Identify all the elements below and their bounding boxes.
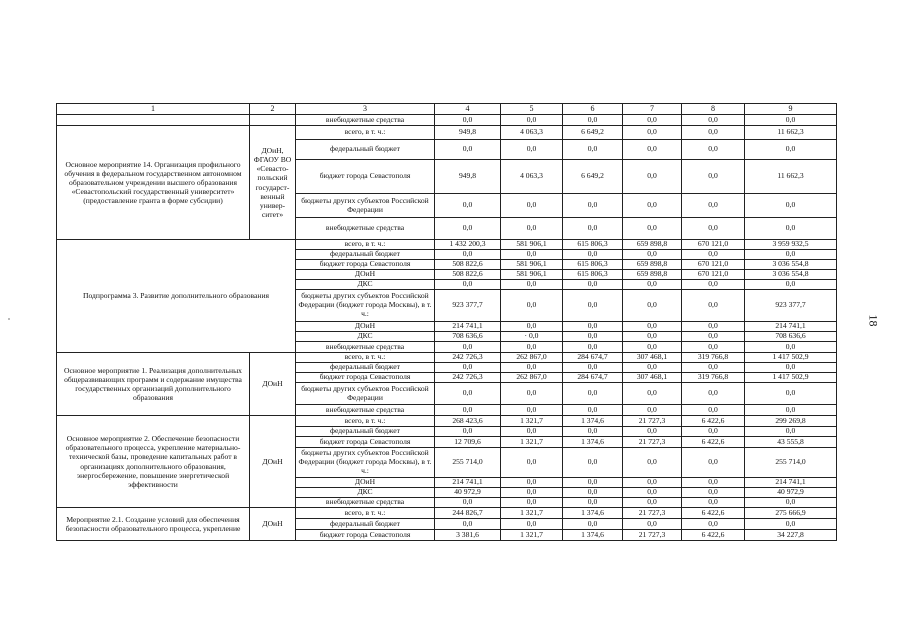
value-cell: 1 321,7 <box>501 437 563 448</box>
column-header: 8 <box>682 104 745 115</box>
value-cell: 0,0 <box>563 218 623 240</box>
value-cell: 0,0 <box>563 383 623 405</box>
value-cell: 0,0 <box>501 498 563 508</box>
source-cell: федеральный бюджет <box>296 427 435 437</box>
value-cell: 0,0 <box>563 498 623 508</box>
value-cell: 0,0 <box>501 280 563 290</box>
value-cell: 1 374,6 <box>563 530 623 541</box>
value-cell: 40 972,9 <box>745 488 837 498</box>
column-header: 2 <box>250 104 296 115</box>
document-page <box>56 103 836 541</box>
value-cell: 11 662,3 <box>745 126 837 140</box>
value-cell: 0,0 <box>623 194 682 218</box>
table-row <box>57 126 837 140</box>
value-cell: 0,0 <box>563 342 623 353</box>
source-cell: ДКС <box>296 280 435 290</box>
source-cell: бюджет города Севастополя <box>296 437 435 448</box>
source-cell: всего, в т. ч.: <box>296 353 435 363</box>
value-cell: 242 726,3 <box>435 373 501 383</box>
value-cell: 0,0 <box>563 478 623 488</box>
value-cell: 0,0 <box>682 126 745 140</box>
value-cell: 581 906,1 <box>501 270 563 280</box>
source-cell: федеральный бюджет <box>296 250 435 260</box>
value-cell: 1 321,7 <box>501 416 563 427</box>
source-cell: внебюджетные средства <box>296 405 435 416</box>
value-cell: 0,0 <box>682 448 745 478</box>
value-cell: 244 826,7 <box>435 508 501 519</box>
value-cell: 43 555,8 <box>745 437 837 448</box>
value-cell: 262 867,0 <box>501 373 563 383</box>
value-cell: 21 727,3 <box>623 416 682 427</box>
value-cell: 3 036 554,8 <box>745 260 837 270</box>
value-cell: 299 269,8 <box>745 416 837 427</box>
value-cell: 0,0 <box>623 290 682 322</box>
table-row <box>57 240 837 250</box>
value-cell: 0,0 <box>682 427 745 437</box>
source-cell: ДОиН <box>296 270 435 280</box>
value-cell: 615 806,3 <box>563 260 623 270</box>
value-cell: 0,0 <box>682 194 745 218</box>
value-cell: 0,0 <box>623 342 682 353</box>
value-cell: 0,0 <box>623 478 682 488</box>
source-cell: всего, в т. ч.: <box>296 508 435 519</box>
executor-cell: ДОиН <box>250 353 296 416</box>
source-cell: бюджет города Севастополя <box>296 373 435 383</box>
value-cell: 0,0 <box>682 405 745 416</box>
value-cell: 0,0 <box>745 519 837 530</box>
value-cell: 0,0 <box>501 322 563 332</box>
value-cell: 319 766,8 <box>682 353 745 363</box>
value-cell: 214 741,1 <box>745 478 837 488</box>
value-cell: 508 822,6 <box>435 260 501 270</box>
value-cell: 307 468,1 <box>623 353 682 363</box>
empty-cell <box>250 115 296 126</box>
value-cell: 255 714,0 <box>435 448 501 478</box>
value-cell: 6 422,6 <box>682 437 745 448</box>
value-cell: 0,0 <box>563 194 623 218</box>
value-cell: 6 649,2 <box>563 160 623 194</box>
value-cell: 242 726,3 <box>435 353 501 363</box>
value-cell: 0,0 <box>623 448 682 478</box>
value-cell: 275 666,9 <box>745 508 837 519</box>
value-cell: 0,0 <box>501 250 563 260</box>
value-cell: 0,0 <box>745 250 837 260</box>
value-cell: 0,0 <box>623 488 682 498</box>
value-cell: 0,0 <box>501 140 563 160</box>
value-cell: 0,0 <box>682 383 745 405</box>
value-cell: 214 741,1 <box>435 322 501 332</box>
value-cell: 11 662,3 <box>745 160 837 194</box>
value-cell: 3 381,6 <box>435 530 501 541</box>
value-cell: 581 906,1 <box>501 240 563 250</box>
activity-name: Мероприятие 2.1. Создание условий для обеспечения безопасности образовательного процесса, укрепление <box>57 508 250 541</box>
value-cell: 21 727,3 <box>623 437 682 448</box>
source-cell: всего, в т. ч.: <box>296 240 435 250</box>
value-cell: 0,0 <box>682 478 745 488</box>
value-cell: 0,0 <box>745 194 837 218</box>
executor-cell: ДОиН <box>250 416 296 508</box>
value-cell: 670 121,0 <box>682 270 745 280</box>
value-cell: 0,0 <box>435 194 501 218</box>
value-cell: 1 374,6 <box>563 437 623 448</box>
value-cell: 0,0 <box>501 218 563 240</box>
source-cell: федеральный бюджет <box>296 519 435 530</box>
value-cell: 0,0 <box>682 160 745 194</box>
header-row <box>57 104 837 115</box>
value-cell: 0,0 <box>745 498 837 508</box>
value-cell: 0,0 <box>623 140 682 160</box>
value-cell: 0,0 <box>501 115 563 126</box>
value-cell: 0,0 <box>435 363 501 373</box>
value-cell: 949,8 <box>435 160 501 194</box>
source-cell: федеральный бюджет <box>296 363 435 373</box>
column-header: 4 <box>435 104 501 115</box>
value-cell: 0,0 <box>745 280 837 290</box>
value-cell: 0,0 <box>563 405 623 416</box>
value-cell: 659 898,8 <box>623 270 682 280</box>
value-cell: 0,0 <box>501 405 563 416</box>
value-cell: 0,0 <box>435 427 501 437</box>
value-cell: 1 432 200,3 <box>435 240 501 250</box>
table-row <box>57 353 837 363</box>
source-cell: бюджет города Севастополя <box>296 160 435 194</box>
value-cell: 0,0 <box>623 427 682 437</box>
column-header: 9 <box>745 104 837 115</box>
value-cell: 0,0 <box>435 498 501 508</box>
value-cell: 615 806,3 <box>563 270 623 280</box>
value-cell: 0,0 <box>623 332 682 342</box>
value-cell: 0,0 <box>435 519 501 530</box>
value-cell: 0,0 <box>435 342 501 353</box>
source-cell: бюджеты других субъектов Российской Федерации <box>296 194 435 218</box>
value-cell: 3 959 932,5 <box>745 240 837 250</box>
value-cell: 0,0 <box>682 140 745 160</box>
table-row <box>57 416 837 427</box>
source-cell: бюджет города Севастополя <box>296 530 435 541</box>
value-cell: 670 121,0 <box>682 260 745 270</box>
value-cell: 0,0 <box>682 115 745 126</box>
source-cell: ДОиН <box>296 478 435 488</box>
value-cell: 0,0 <box>745 218 837 240</box>
value-cell: 0,0 <box>563 448 623 478</box>
value-cell: 0,0 <box>623 280 682 290</box>
source-cell: бюджеты других субъектов Российской Федерации (бюджет города Москвы), в т. ч.: <box>296 448 435 478</box>
value-cell: 0,0 <box>501 194 563 218</box>
column-header: 7 <box>623 104 682 115</box>
value-cell: 0,0 <box>563 115 623 126</box>
value-cell: 0,0 <box>682 280 745 290</box>
table-row <box>57 508 837 519</box>
value-cell: 40 972,9 <box>435 488 501 498</box>
activity-name: Основное мероприятие 1. Реализация дополнительных общеразвивающих программ и содержание имущества государственных организаций дополнительного образования <box>57 353 250 416</box>
value-cell: 0,0 <box>745 363 837 373</box>
value-cell: 670 121,0 <box>682 240 745 250</box>
value-cell: 0,0 <box>682 218 745 240</box>
value-cell: 0,0 <box>682 250 745 260</box>
margin-speck <box>8 318 10 320</box>
value-cell: 4 063,3 <box>501 126 563 140</box>
value-cell: 708 636,6 <box>745 332 837 342</box>
source-cell: внебюджетные средства <box>296 342 435 353</box>
value-cell: 0,0 <box>501 383 563 405</box>
value-cell: 0,0 <box>623 250 682 260</box>
value-cell: 0,0 <box>501 363 563 373</box>
page-number: 18 <box>866 314 881 327</box>
value-cell: 262 867,0 <box>501 353 563 363</box>
value-cell: 0,0 <box>435 383 501 405</box>
value-cell: 0,0 <box>501 478 563 488</box>
value-cell: 0,0 <box>745 383 837 405</box>
value-cell: 0,0 <box>501 290 563 322</box>
activity-name: Основное мероприятие 14. Организация профильного обучения в федеральном государственном автономном образовательном учреждении высшего образования «Севастопольский государственный университет» (предоставление гранта в форме субсидии) <box>57 126 250 240</box>
column-header: 5 <box>501 104 563 115</box>
value-cell: 0,0 <box>745 140 837 160</box>
source-cell: всего, в т. ч.: <box>296 126 435 140</box>
value-cell: 923 377,7 <box>435 290 501 322</box>
value-cell: 0,0 <box>563 322 623 332</box>
source-cell: внебюджетные средства <box>296 115 435 126</box>
value-cell: 0,0 <box>623 363 682 373</box>
value-cell: 0,0 <box>623 498 682 508</box>
value-cell: 708 636,6 <box>435 332 501 342</box>
empty-cell <box>57 115 250 126</box>
source-cell: бюджеты других субъектов Российской Федерации <box>296 383 435 405</box>
value-cell: 214 741,1 <box>745 322 837 332</box>
value-cell: 0,0 <box>623 405 682 416</box>
value-cell: 0,0 <box>435 115 501 126</box>
value-cell: 0,0 <box>682 519 745 530</box>
column-header: 3 <box>296 104 435 115</box>
executor-cell: ДОиН, ФГАОУ ВО «Севасто-польский государст-венный универ-ситет» <box>250 126 296 240</box>
source-cell: всего, в т. ч.: <box>296 416 435 427</box>
table-row <box>57 115 837 126</box>
value-cell: 6 422,6 <box>682 416 745 427</box>
value-cell: 949,8 <box>435 126 501 140</box>
activity-name: Основное мероприятие 2. Обеспечение безопасности образовательного процесса, укрепление материально-технической базы, проведение капитальных работ в организациях дополнительного образования, энергосбережение, повышение энергетической эффективности <box>57 416 250 508</box>
value-cell: 214 741,1 <box>435 478 501 488</box>
value-cell: 0,0 <box>501 427 563 437</box>
source-cell: внебюджетные средства <box>296 218 435 240</box>
value-cell: 268 423,6 <box>435 416 501 427</box>
value-cell: 6 649,2 <box>563 126 623 140</box>
value-cell: 307 468,1 <box>623 373 682 383</box>
value-cell: 615 806,3 <box>563 240 623 250</box>
value-cell: 0,0 <box>623 160 682 194</box>
value-cell: 0,0 <box>682 498 745 508</box>
value-cell: 1 321,7 <box>501 508 563 519</box>
value-cell: 0,0 <box>435 250 501 260</box>
value-cell: 581 906,1 <box>501 260 563 270</box>
source-cell: ДКС <box>296 488 435 498</box>
value-cell: 0,0 <box>563 332 623 342</box>
value-cell: 0,0 <box>745 427 837 437</box>
source-cell: бюджеты других субъектов Российской Федерации (бюджет города Москвы), в т. ч.: <box>296 290 435 322</box>
value-cell: 21 727,3 <box>623 530 682 541</box>
value-cell: 659 898,8 <box>623 260 682 270</box>
value-cell: 0,0 <box>435 140 501 160</box>
value-cell: 0,0 <box>745 405 837 416</box>
source-cell: бюджет города Севастополя <box>296 260 435 270</box>
value-cell: 0,0 <box>435 405 501 416</box>
value-cell: 319 766,8 <box>682 373 745 383</box>
budget-table <box>56 103 837 541</box>
value-cell: 659 898,8 <box>623 240 682 250</box>
value-cell: 0,0 <box>745 115 837 126</box>
source-cell: ДКС <box>296 332 435 342</box>
value-cell: 0,0 <box>501 448 563 478</box>
value-cell: 6 422,6 <box>682 530 745 541</box>
column-header: 6 <box>563 104 623 115</box>
value-cell: 0,0 <box>682 322 745 332</box>
value-cell: 12 709,6 <box>435 437 501 448</box>
source-cell: ДОиН <box>296 322 435 332</box>
value-cell: 284 674,7 <box>563 353 623 363</box>
value-cell: 0,0 <box>563 363 623 373</box>
value-cell: 255 714,0 <box>745 448 837 478</box>
value-cell: 0,0 <box>623 383 682 405</box>
value-cell: 0,0 <box>623 115 682 126</box>
value-cell: 0,0 <box>501 342 563 353</box>
source-cell: внебюджетные средства <box>296 498 435 508</box>
value-cell: 0,0 <box>623 519 682 530</box>
value-cell: 0,0 <box>745 342 837 353</box>
value-cell: 0,0 <box>623 322 682 332</box>
executor-cell: ДОиН <box>250 508 296 541</box>
value-cell: 0,0 <box>563 519 623 530</box>
value-cell: 1 374,6 <box>563 508 623 519</box>
value-cell: 0,0 <box>501 519 563 530</box>
source-cell: федеральный бюджет <box>296 140 435 160</box>
value-cell: 0,0 <box>563 250 623 260</box>
value-cell: 0,0 <box>682 488 745 498</box>
value-cell: 4 063,3 <box>501 160 563 194</box>
value-cell: · 0,0 <box>501 332 563 342</box>
value-cell: 21 727,3 <box>623 508 682 519</box>
value-cell: 0,0 <box>563 488 623 498</box>
value-cell: 0,0 <box>623 126 682 140</box>
value-cell: 0,0 <box>563 290 623 322</box>
value-cell: 1 417 502,9 <box>745 353 837 363</box>
value-cell: 0,0 <box>563 140 623 160</box>
value-cell: 0,0 <box>682 290 745 322</box>
value-cell: 0,0 <box>623 218 682 240</box>
subprogram-name: Подпрограмма 3. Развитие дополнительного образования <box>57 240 296 353</box>
value-cell: 0,0 <box>563 427 623 437</box>
value-cell: 0,0 <box>435 280 501 290</box>
column-header: 1 <box>57 104 250 115</box>
value-cell: 0,0 <box>563 280 623 290</box>
value-cell: 923 377,7 <box>745 290 837 322</box>
value-cell: 1 417 502,9 <box>745 373 837 383</box>
value-cell: 6 422,6 <box>682 508 745 519</box>
value-cell: 284 674,7 <box>563 373 623 383</box>
value-cell: 508 822,6 <box>435 270 501 280</box>
value-cell: 1 321,7 <box>501 530 563 541</box>
value-cell: 3 036 554,8 <box>745 270 837 280</box>
value-cell: 0,0 <box>682 332 745 342</box>
value-cell: 0,0 <box>682 363 745 373</box>
value-cell: 0,0 <box>682 342 745 353</box>
value-cell: 0,0 <box>435 218 501 240</box>
value-cell: 0,0 <box>501 488 563 498</box>
value-cell: 34 227,8 <box>745 530 837 541</box>
value-cell: 1 374,6 <box>563 416 623 427</box>
